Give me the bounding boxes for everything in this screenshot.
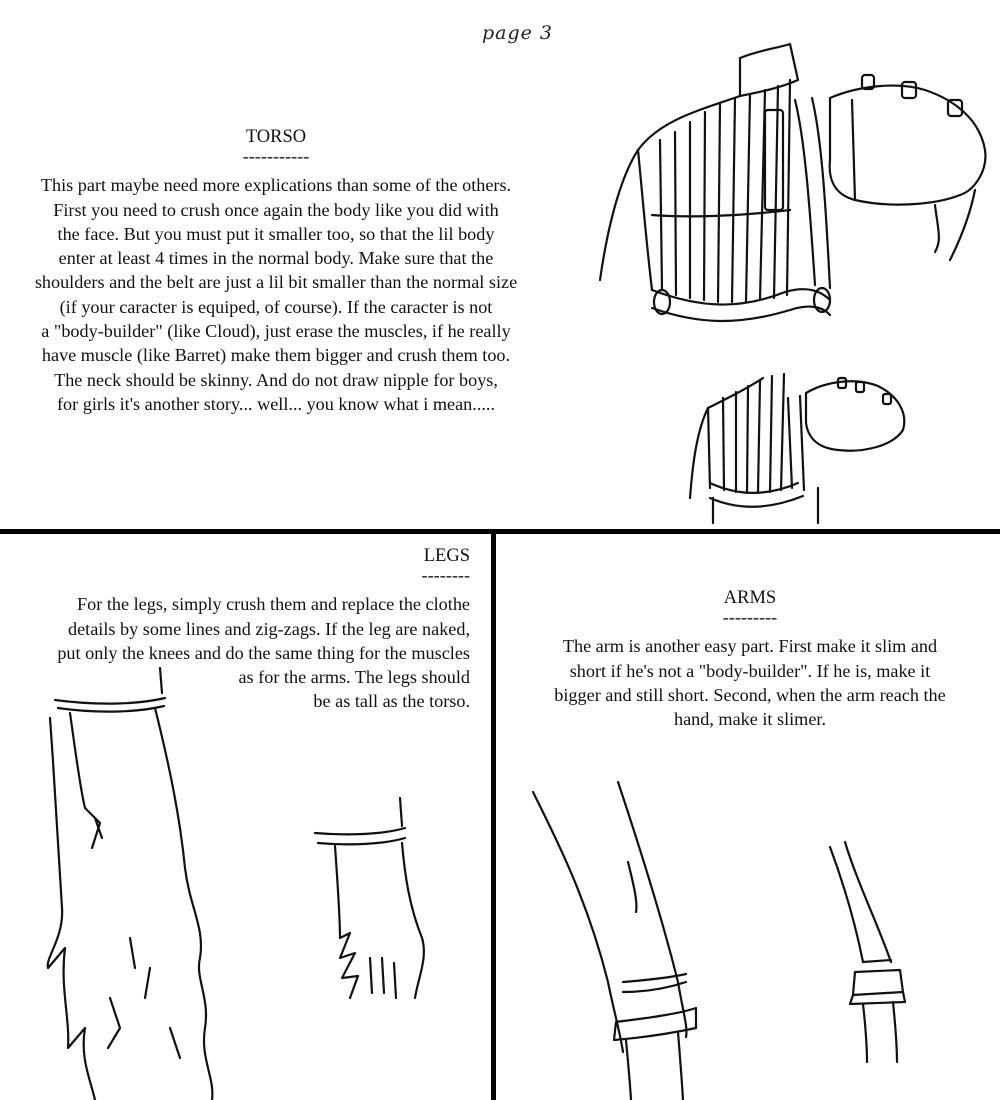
legs-line: details by some lines and zig-zags. If the leg are naked, xyxy=(68,618,470,639)
arms-line: bigger and still short. Second, when the arm reach the xyxy=(554,684,946,705)
torso-sketch-small xyxy=(688,368,913,523)
torso-line: This part maybe need more explications than some of the others. xyxy=(40,175,512,196)
torso-line: the face. But you must put it smaller too, so that the lil body xyxy=(57,223,495,244)
legs-line: For the legs, simply crush them and replace the clothe xyxy=(77,594,470,615)
legs-heading: LEGS xyxy=(423,546,470,566)
arm-sketch-large xyxy=(528,782,728,1100)
torso-section-text xyxy=(8,125,544,416)
arms-heading: ARMS xyxy=(723,588,777,608)
torso-heading: TORSO xyxy=(245,127,307,147)
legs-line: be as tall as the torso. xyxy=(313,691,470,712)
torso-sketch-large xyxy=(590,40,990,340)
torso-line: The neck should be skinny. And do not draw nipple for boys, xyxy=(54,369,498,390)
torso-line: (if your caracter is equiped, of course). If the caracter is not xyxy=(59,296,493,317)
torso-line: a "body-builder" (like Cloud), just erase the muscles, if he really xyxy=(41,321,511,342)
legs-line: as for the arms. The legs should xyxy=(238,667,470,688)
arms-section-text xyxy=(510,586,990,731)
torso-line: First you need to crush once again the body like you did with xyxy=(53,199,499,220)
leg-sketch-large xyxy=(40,668,240,1100)
legs-line: put only the knees and do the same thing for the muscles xyxy=(57,642,470,663)
page-number: page 3 xyxy=(482,22,554,44)
torso-rule: ----------- xyxy=(242,146,310,167)
torso-line: enter at least 4 times in the normal body. Make sure that the xyxy=(58,248,494,269)
arms-line: short if he's not a "body-builder". If he is, make it xyxy=(569,660,931,681)
arm-sketch-small xyxy=(825,842,925,1072)
leg-sketch-small xyxy=(310,798,440,1008)
legs-rule: -------- xyxy=(421,565,470,586)
arms-line: The arm is another easy part. First make it slim and xyxy=(562,636,938,657)
vertical-divider xyxy=(491,532,496,1100)
horizontal-divider xyxy=(0,529,1000,534)
arms-line: hand, make it slimer. xyxy=(673,709,827,730)
torso-line: for girls it's another story... well... you know what i mean..... xyxy=(56,393,496,414)
torso-line: shoulders and the belt are just a lil bit smaller than the normal size xyxy=(34,272,518,293)
arms-rule: --------- xyxy=(722,607,778,628)
torso-line: have muscle (like Barret) make them bigger and crush them too. xyxy=(41,345,511,366)
